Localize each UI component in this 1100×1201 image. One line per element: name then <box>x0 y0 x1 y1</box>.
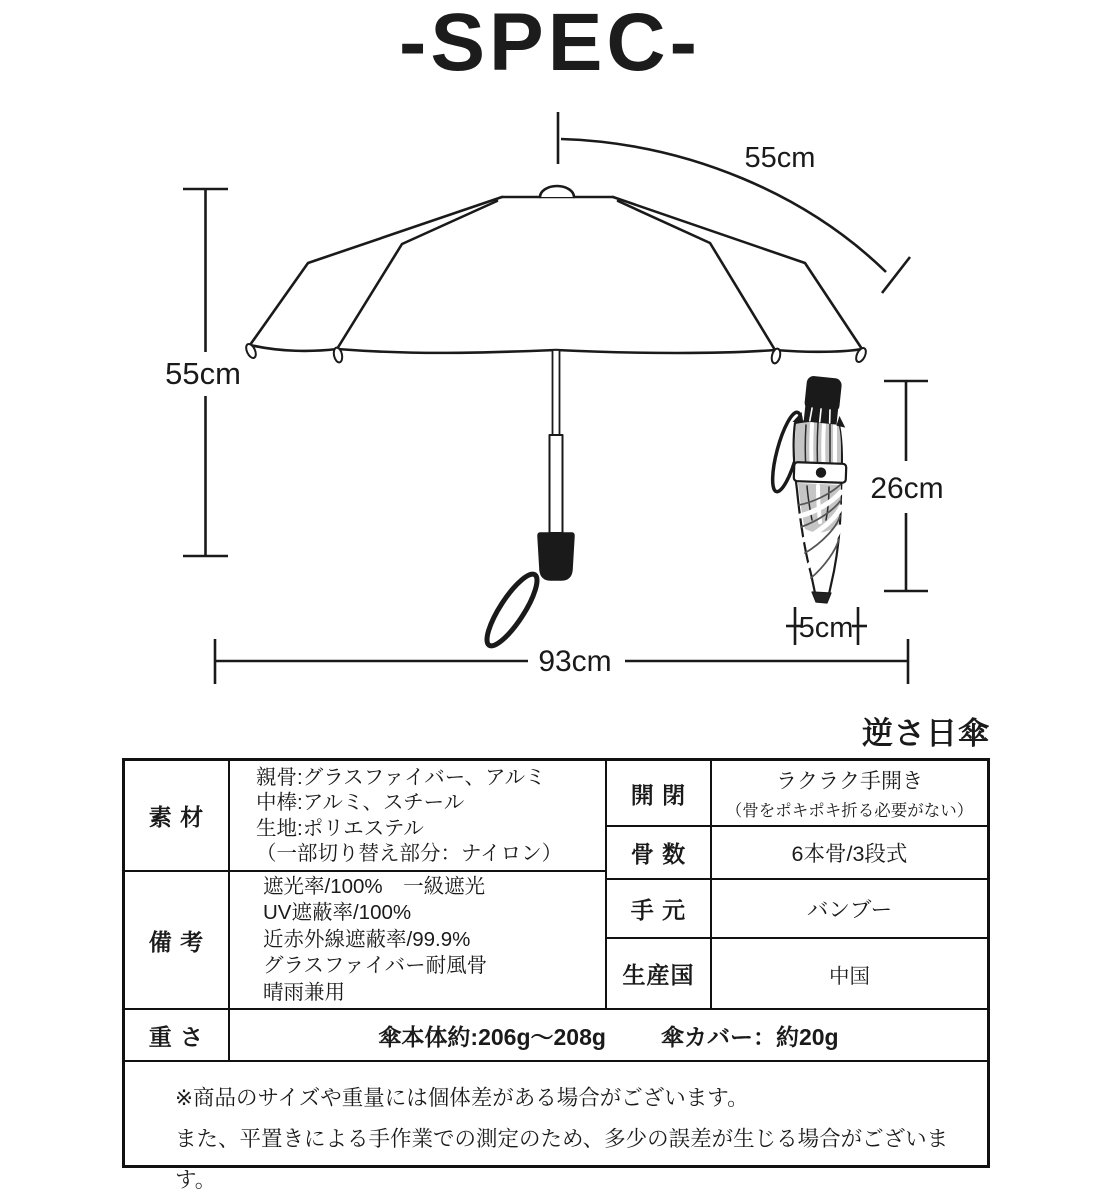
weight-body: 傘本体約:206g～208g <box>378 1023 606 1050</box>
remarks-line: 晴雨兼用 <box>263 980 345 1004</box>
height-dimension-label: 55cm <box>165 356 241 391</box>
material-line: 親骨:グラスファイバー、アルミ <box>256 765 546 789</box>
open-close-label: 開 閉 <box>607 761 712 827</box>
open-umbrella-drawing <box>244 186 868 652</box>
umbrella-handle <box>538 533 574 580</box>
material-value <box>230 761 607 872</box>
dimension-arc-55cm <box>558 112 910 293</box>
material-line: 中棒:アルミ、スチール <box>256 791 465 814</box>
remarks-line: UV遮蔽率/100% <box>263 901 412 925</box>
folded-length-dimension-label: 26cm <box>870 472 944 505</box>
country-label: 生産国 <box>607 939 712 1010</box>
footer-note-line: ※商品のサイズや重量には個体差がある場合がございます。 <box>175 1086 749 1110</box>
folded-tip <box>812 592 831 603</box>
remarks-value <box>230 872 607 1010</box>
remarks-label: 備 考 <box>125 872 230 1010</box>
umbrella-ferrule <box>540 186 574 197</box>
footer-notes <box>125 1062 987 1192</box>
page-title: -SPEC- <box>399 0 701 88</box>
weight-cover: 傘カバー：約20g <box>660 1023 839 1050</box>
material-label: 素 材 <box>125 761 230 872</box>
spec-table <box>122 758 990 1192</box>
umbrella-shaft-upper <box>553 350 560 435</box>
remarks-line: グラスファイバー耐風骨 <box>263 954 488 978</box>
arc-dimension-label: 55cm <box>744 142 816 174</box>
folded-width-dimension-label: 5cm <box>798 612 854 644</box>
open-close-main: ラクラク手開き <box>776 770 923 793</box>
material-line: 生地:ポリエステル <box>256 816 424 840</box>
rib-count-value: 6本骨/3段式 <box>712 827 987 880</box>
diameter-dimension-label: 93cm <box>538 645 612 678</box>
umbrella-strap <box>479 568 545 652</box>
open-close-value <box>712 761 987 827</box>
remarks-line: 近赤外線遮蔽率/99.9% <box>263 927 471 951</box>
weight-label: 重 さ <box>125 1010 230 1062</box>
country-value: 中国 <box>712 939 987 1010</box>
material-line: （一部切り替え部分：ナイロン） <box>256 842 563 865</box>
product-name-label: 逆さ日傘 <box>862 716 990 751</box>
open-close-note: （骨をポキポキ折る必要がない） <box>725 802 974 820</box>
folded-umbrella-drawing <box>767 374 851 603</box>
footer-note-line: また、平置きによる手作業での測定のため、多少の誤差が生じる場合がございます。 <box>175 1127 949 1192</box>
weight-value <box>230 1010 987 1062</box>
handle-value: バンブー <box>712 880 987 939</box>
rib-count-label: 骨 数 <box>607 827 712 880</box>
handle-label: 手 元 <box>607 880 712 939</box>
umbrella-shaft-lower <box>550 435 563 533</box>
remarks-line: 遮光率/100% 一級遮光 <box>263 874 486 898</box>
